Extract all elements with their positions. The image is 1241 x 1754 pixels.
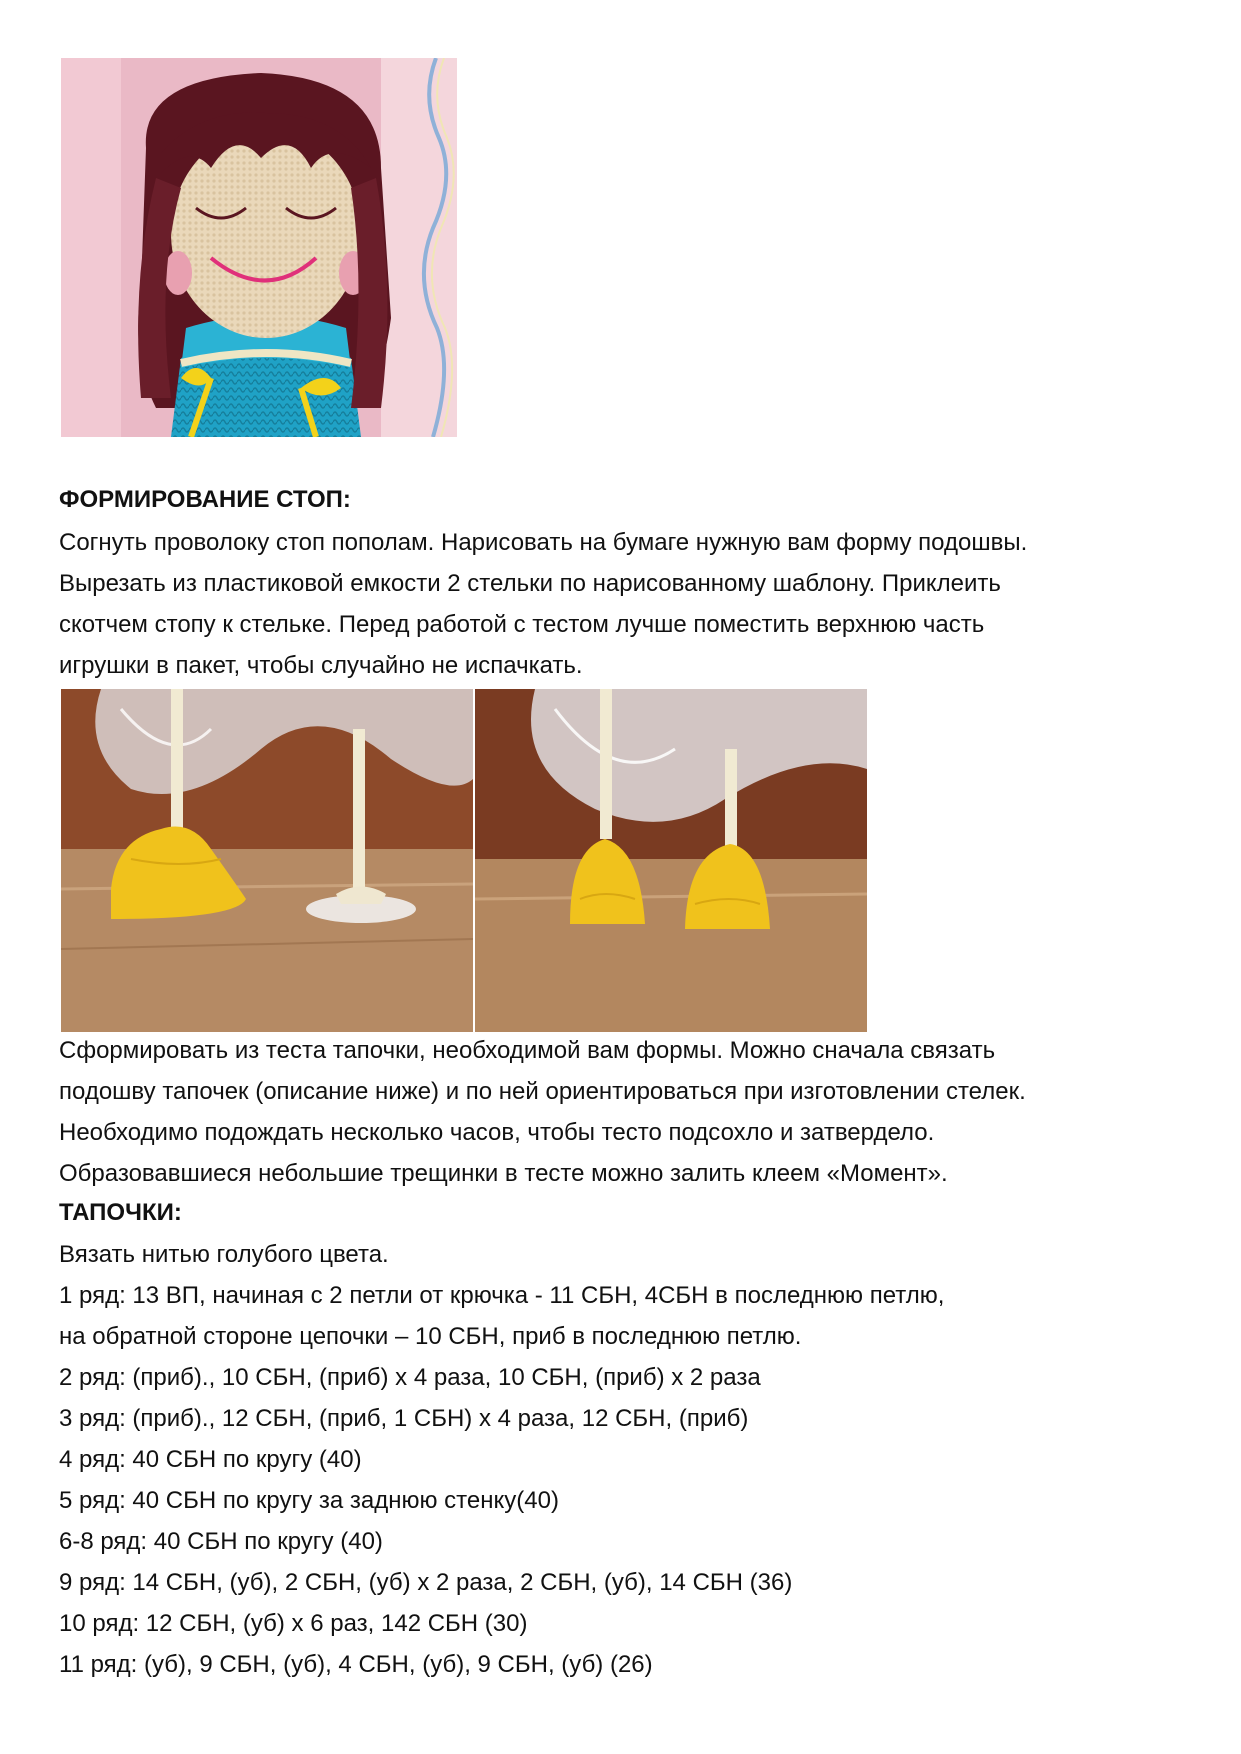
pattern-line: 4 ряд: 40 СБН по кругу (40) — [59, 1446, 362, 1473]
pattern-line: 11 ряд: (уб), 9 СБН, (уб), 4 СБН, (уб), 9 СБН, (уб) (26) — [59, 1651, 653, 1678]
text-line: игрушки в пакет, чтобы случайно не испачкать. — [59, 652, 583, 679]
pattern-line: 1 ряд: 13 ВП, начиная с 2 петли от крючка - 11 СБН, 4СБН в последнюю петлю, — [59, 1282, 945, 1309]
text-line: Необходимо подождать несколько часов, чтобы тесто подсохло и затвердело. — [59, 1119, 935, 1146]
text-line: скотчем стопу к стельке. Перед работой с тестом лучше поместить верхнюю часть — [59, 611, 985, 638]
doll-portrait-photo — [61, 58, 457, 437]
text-line: Согнуть проволоку стоп пополам. Нарисовать на бумаге нужную вам форму подошвы. — [59, 529, 1028, 556]
pattern-line: 5 ряд: 40 СБН по кругу за заднюю стенку(40) — [59, 1487, 559, 1514]
slippers-pattern — [59, 1234, 1179, 1685]
section-heading-slippers: ТАПОЧКИ: — [59, 1199, 182, 1226]
two-slippers-photo — [475, 689, 867, 1032]
text-line: Сформировать из теста тапочки, необходимой вам формы. Можно сначала связать — [59, 1037, 996, 1064]
pattern-line: 6-8 ряд: 40 СБН по кругу (40) — [59, 1528, 383, 1555]
pattern-line: 3 ряд: (приб)., 12 СБН, (приб, 1 СБН) х 4 раза, 12 СБН, (приб) — [59, 1405, 749, 1432]
pattern-line: Вязать нитью голубого цвета. — [59, 1241, 389, 1268]
section-heading-feet: ФОРМИРОВАНИЕ СТОП: — [59, 486, 351, 513]
text-line: Образовавшиеся небольшие трещинки в тесте можно залить клеем «Момент». — [59, 1160, 948, 1187]
text-line: подошву тапочек (описание ниже) и по ней ориентироваться при изготовлении стелек. — [59, 1078, 1026, 1105]
slipper-and-insole-photo — [61, 689, 473, 1032]
pattern-line: 9 ряд: 14 СБН, (уб), 2 СБН, (уб) х 2 раза, 2 СБН, (уб), 14 СБН (36) — [59, 1569, 793, 1596]
shaping-instructions — [59, 1030, 1179, 1194]
pattern-line: 2 ряд: (приб)., 10 СБН, (приб) х 4 раза, 10 СБН, (приб) х 2 раза — [59, 1364, 761, 1391]
text-line: Вырезать из пластиковой емкости 2 стельки по нарисованному шаблону. Приклеить — [59, 570, 1001, 597]
pattern-line: 10 ряд: 12 СБН, (уб) х 6 раз, 142 СБН (30) — [59, 1610, 528, 1637]
pattern-line: на обратной стороне цепочки – 10 СБН, приб в последнюю петлю. — [59, 1323, 802, 1350]
feet-instructions — [59, 522, 1179, 686]
